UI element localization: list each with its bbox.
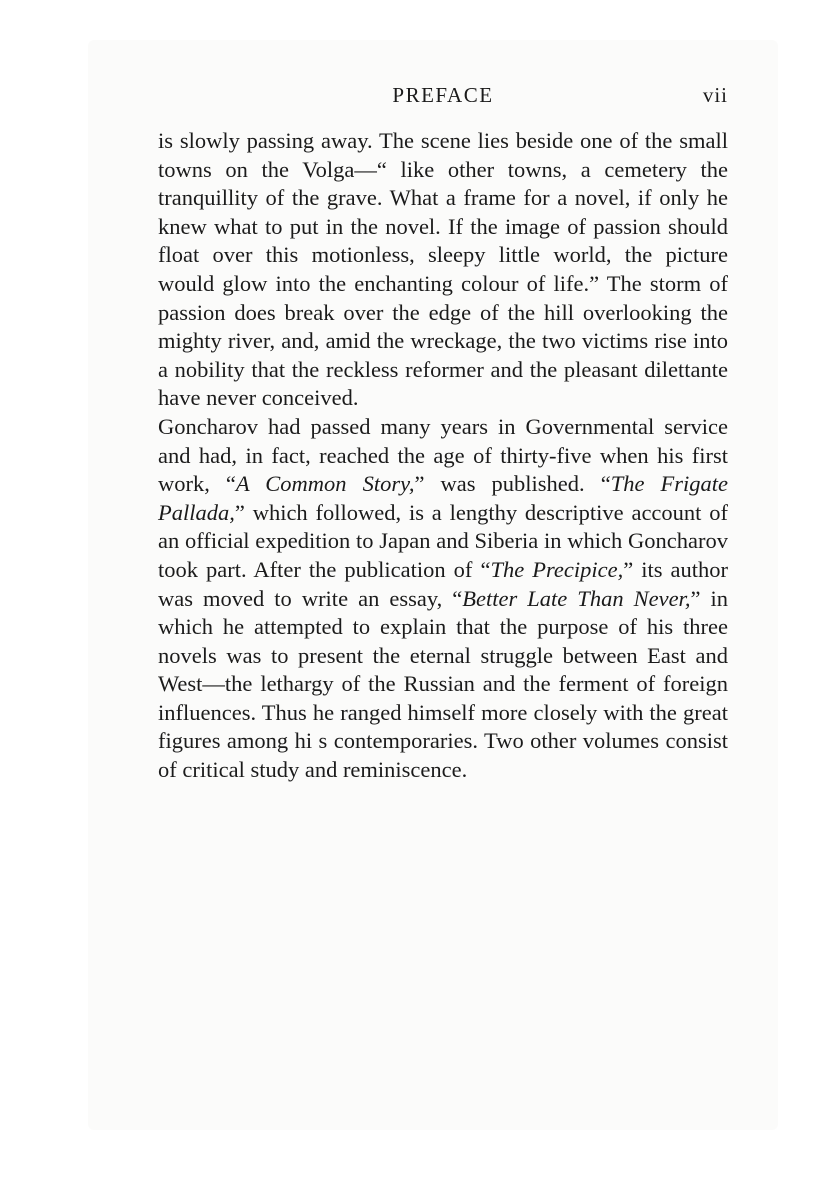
text-run: ” was published. “	[414, 471, 611, 497]
text-run: Goncharov had passed many years in Governmental service and had, in fact, reached the age of thirty-five when his first work, “	[158, 413, 728, 497]
body-text	[158, 127, 728, 785]
running-head	[158, 80, 728, 110]
text-run: ” in which he attempted to explain that the purpose of his three novels was to present the eternal struggle between East and West—the lethargy of the Russian and the ferment of foreign influences. Thus he ranged himself more closely with the great figures among hi s contemporaries. Two other volumes consist of critical study and reminiscence.	[158, 585, 728, 783]
paragraph-2	[158, 413, 728, 785]
text-run: ” which followed, is a lengthy descriptive account of an official expedition to Japan and Siberia in which Goncharov took part. After the publication of “	[158, 499, 728, 582]
book-title-italic: Better Late Than Never,	[462, 585, 691, 611]
book-title-italic: A Common Story,	[235, 471, 415, 497]
page-number: vii	[702, 83, 728, 107]
book-title-italic: The Frigate Pallada,	[158, 471, 728, 525]
text-run: ” its author was moved to write an essay, “	[158, 556, 728, 611]
book-title-italic: The Precipice,	[490, 556, 624, 582]
running-head-title: PREFACE	[392, 83, 494, 107]
paragraph-1	[158, 127, 728, 413]
text-run: is slowly passing away. The scene lies beside one of the small towns on the Volga—“ like other towns, a cemetery the tranquillity of the grave. What a frame for a novel, if only he knew what to put in the novel. If the image of passion should float over this motionless, sleepy little world, the picture would glow into the enchanting colour of life.” The storm of passion does break over the edge of the hill overlooking the mighty river, and, amid the wreckage, the two victims rise into a nobility that the reckless reformer and the pleasant dilettante have never conceived.	[158, 128, 728, 411]
